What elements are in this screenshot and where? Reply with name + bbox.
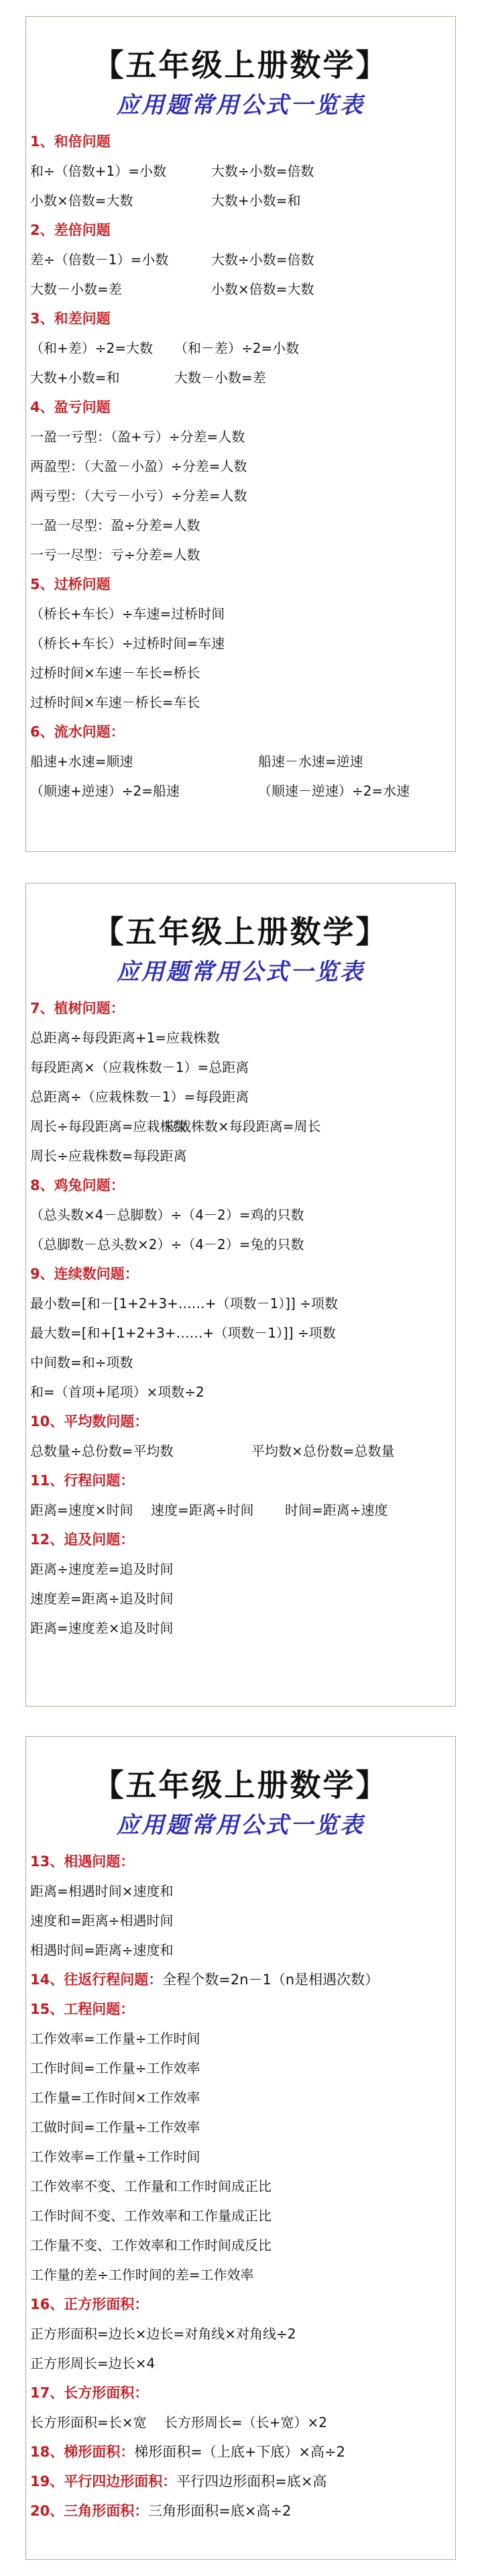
formula-text: 大数－小数=差 [174, 370, 266, 386]
section-heading: 9、连续数问题： [30, 1266, 139, 1282]
formula-line: 过桥时间×车速－桥长=车长 [30, 694, 200, 710]
formula-line: 最大数=[和+[1+2+3+……+（项数－1）]] ÷项数 [30, 1325, 336, 1341]
formula-line: 工作时间不变、工作效率和工作量成正比 [30, 2208, 272, 2224]
formula-line: 一亏一尽型：亏÷分差=人数 [30, 547, 200, 563]
formula-line: 总距离÷每段距离+1=应栽株数 [30, 1030, 220, 1046]
formula-line: 两亏型：（大亏－小亏）÷分差=人数 [30, 488, 247, 504]
formula-line: 工作效率=工作量÷工作时间 [30, 2149, 200, 2165]
section-heading: 15、工程问题： [30, 2001, 135, 2017]
formula-text: 大数+小数=和 [211, 193, 301, 209]
formula-line: 工作量不变、工作效率和工作时间成反比 [30, 2237, 272, 2253]
formula-line [30, 156, 455, 186]
formula-line: 距离÷速度差=追及时间 [30, 1561, 174, 1577]
section-heading: 8、鸡兔问题： [30, 1177, 125, 1193]
section-heading-inline [30, 2467, 455, 2496]
formula-text: 距离=速度×时间 [30, 1502, 133, 1518]
formula-line: 工作量的差÷工作时间的差=工作效率 [30, 2267, 254, 2283]
formula-list [26, 127, 455, 806]
formula-text: 应栽株数×每段距离=周长 [164, 1118, 321, 1134]
formula-text: 三角形面积=底×高÷2 [148, 2503, 292, 2519]
formula-line [30, 1112, 455, 1141]
formula-line: 一盈一亏型：（盈+亏）÷分差=人数 [30, 429, 245, 445]
formula-line [30, 747, 455, 776]
section-heading-label: 20、三角形面积： [30, 2503, 149, 2519]
section-heading: 17、长方形面积： [30, 2385, 149, 2401]
section-heading-inline [30, 2437, 455, 2467]
section-heading-label: 14、往返行程问题： [30, 1972, 163, 1988]
formula-line [30, 1495, 455, 1525]
section-heading: 13、相遇问题： [30, 1854, 135, 1870]
formula-list [26, 994, 455, 1643]
formula-text: 长方形面积=长×宽 [30, 2414, 147, 2430]
page-title: 【五年级上册数学】 [93, 47, 389, 83]
formula-line: 总距离÷（应栽株数－1）=每段距离 [30, 1089, 249, 1105]
formula-line: 距离=速度差×追及时间 [30, 1620, 174, 1636]
formula-line: 过桥时间×车速－车长=桥长 [30, 665, 200, 681]
formula-text: 长方形周长=（长+宽）×2 [164, 2414, 327, 2430]
section-heading: 4、盈亏问题 [30, 399, 111, 415]
formula-line [30, 333, 455, 363]
formula-text: （和+差）÷2=大数 [30, 340, 153, 356]
formula-text: 船速+水速=顺速 [30, 753, 133, 769]
section-heading: 16、正方形面积： [30, 2296, 149, 2312]
formula-line: 速度和=距离÷相遇时间 [30, 1913, 174, 1929]
formula-text: （和－差）÷2=小数 [174, 340, 300, 356]
section-heading: 12、追及问题： [30, 1532, 135, 1548]
formula-line: 周长÷应栽株数=每段距离 [30, 1148, 187, 1164]
section-heading: 5、过桥问题 [30, 576, 111, 592]
formula-line: 相遇时间=距离÷速度和 [30, 1942, 174, 1958]
section-heading-inline [30, 2496, 455, 2526]
formula-text: 平均数×总份数=总数量 [251, 1443, 395, 1459]
formula-text: 时间=距离÷速度 [285, 1502, 388, 1518]
formula-text: （顺速+逆速）÷2=船速 [30, 783, 180, 799]
formula-text: 大数－小数=差 [30, 281, 122, 297]
formula-text: 大数÷小数=倍数 [211, 163, 314, 179]
formula-list [26, 1847, 455, 2526]
page-title: 【五年级上册数学】 [93, 1767, 389, 1803]
formula-page-1 [25, 16, 456, 852]
section-heading-label: 19、平行四边形面积： [30, 2473, 177, 2489]
formula-line [30, 186, 455, 215]
formula-page-2 [25, 883, 456, 1707]
formula-text: 大数+小数=和 [30, 370, 120, 386]
formula-line: 两盈型：（大盈－小盈）÷分差=人数 [30, 458, 247, 474]
section-heading: 10、平均数问题： [30, 1413, 149, 1430]
page-subtitle: 应用题常用公式一览表 [117, 92, 365, 119]
section-heading: 3、和差问题 [30, 311, 111, 327]
section-heading-label: 18、梯形面积： [30, 2444, 135, 2460]
formula-text: 全程个数=2n－1（n是相遇次数） [162, 1972, 379, 1988]
formula-line: 距离=相遇时间×速度和 [30, 1883, 174, 1899]
formula-line: 正方形面积=边长×边长=对角线×对角线÷2 [30, 2326, 296, 2342]
formula-line: 工作量=工作时间×工作效率 [30, 2090, 200, 2106]
section-heading-inline [30, 1965, 455, 1994]
formula-text: 大数÷小数=倍数 [211, 252, 314, 268]
formula-text: 小数×倍数=大数 [30, 193, 133, 209]
page-subtitle: 应用题常用公式一览表 [117, 959, 365, 985]
formula-line: 速度差=距离÷追及时间 [30, 1591, 174, 1607]
formula-line [30, 2408, 455, 2437]
formula-text: 小数×倍数=大数 [211, 281, 314, 297]
formula-text: 总数量÷总份数=平均数 [30, 1443, 174, 1459]
formula-line: （总脚数－总头数×2）÷（4－2）=兔的只数 [30, 1236, 304, 1252]
section-heading: 1、和倍问题 [30, 133, 111, 150]
formula-line: 中间数=和÷项数 [30, 1354, 133, 1371]
formula-text: 周长÷每段距离=应栽株数 [30, 1118, 187, 1134]
section-heading: 11、行程问题： [30, 1472, 135, 1489]
formula-line: 工作效率=工作量÷工作时间 [30, 2031, 200, 2047]
formula-text: 差÷（倍数－1）=小数 [30, 252, 169, 268]
formula-text: 速度=距离÷时间 [151, 1502, 254, 1518]
formula-line: 正方形周长=边长×4 [30, 2355, 156, 2371]
formula-text: （顺速－逆速）÷2=水速 [258, 783, 410, 799]
formula-line [30, 274, 455, 304]
section-heading: 6、流水问题： [30, 724, 125, 740]
formula-line [30, 776, 455, 806]
formula-line: 工做时间=工作量÷工作效率 [30, 2119, 200, 2135]
formula-line: 一盈一尽型：盈÷分差=人数 [30, 517, 200, 533]
section-heading: 2、差倍问题 [30, 222, 111, 238]
formula-line: 最小数=[和－[1+2+3+……+（项数－1）]] ÷项数 [30, 1295, 339, 1311]
formula-line: 和=（首项+尾项）×项数÷2 [30, 1384, 204, 1400]
page-title: 【五年级上册数学】 [93, 914, 389, 950]
formula-page-3 [25, 1736, 456, 2560]
formula-line: 工作时间=工作量÷工作效率 [30, 2060, 200, 2076]
section-heading: 7、植树问题： [30, 1000, 125, 1016]
formula-line: （总头数×4－总脚数）÷（4－2）=鸡的只数 [30, 1207, 304, 1223]
formula-text: 和÷（倍数+1）=小数 [30, 163, 166, 179]
page-subtitle: 应用题常用公式一览表 [117, 1812, 365, 1839]
formula-text: 船速－水速=逆速 [258, 753, 363, 769]
formula-line [30, 245, 455, 274]
formula-line: 每段距离×（应栽株数－1）=总距离 [30, 1059, 249, 1075]
formula-line: （桥长+车长）÷过桥时间=车速 [30, 635, 225, 651]
formula-text: 梯形面积=（上底+下底）×高÷2 [134, 2444, 345, 2460]
formula-line: （桥长+车长）÷车速=过桥时间 [30, 606, 225, 622]
formula-line [30, 1436, 455, 1466]
formula-text: 平行四边形面积=底×高 [176, 2473, 327, 2489]
formula-line [30, 363, 455, 392]
formula-line: 工作效率不变、工作量和工作时间成正比 [30, 2178, 272, 2194]
